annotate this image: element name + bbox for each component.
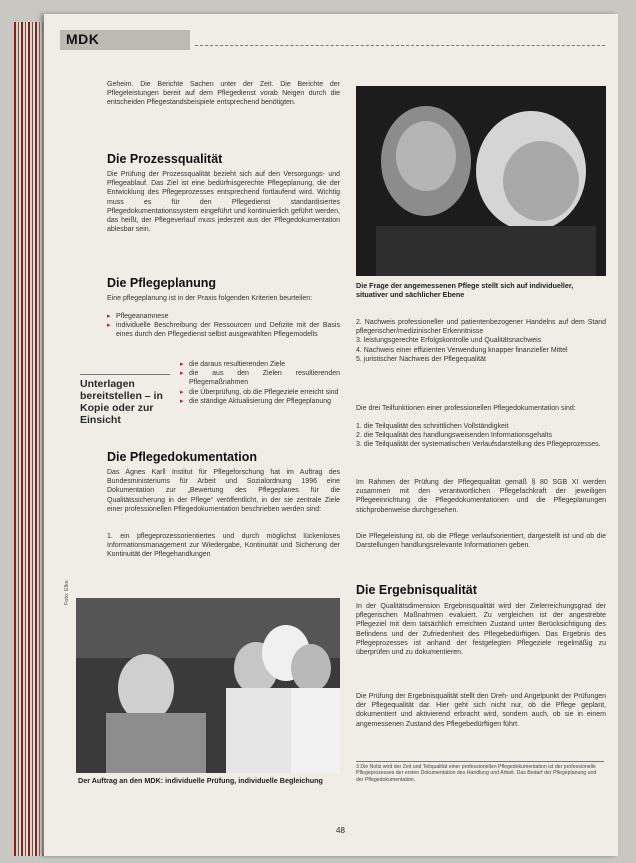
book-page-edges (14, 22, 46, 856)
list-item: ▸ Pflegeanamnese (107, 312, 340, 321)
header-rule (195, 45, 605, 46)
list-item: ▸ die daraus resultierenden Ziele (180, 360, 340, 369)
section-text-ergebnisqualitaet: In der Qualitätsdimension Ergebnisqualität wird der Zielerreichungsgrad der pflegerischen Maßnahmen evaluiert. Zu vergleichen ist der angestrebte Pflegeziel mit dem tatsächlich erreichten Zustand unter Berücksichtigung des Befindens und der Zufriedenheit des Pflegebedürftigen. Das Ergebnis des Pflegeprozesses ist anhand der festgelegten Pflegeziele regelmäßig zu überprüfen und zu dokumentieren. (356, 603, 606, 657)
section-title-pflegeplanung: Die Pflegeplanung (107, 276, 217, 290)
header-label: MDK (66, 31, 100, 47)
photo1-caption: Die Frage der angemessenen Pflege stellt sich auf individueller, situativer und sächlicher Ebene (356, 281, 574, 299)
section-title-ergebnisqualitaet: Die Ergebnisqualität (356, 583, 477, 597)
list-item: ▸ die ständige Aktualisierung der Pflegeplanung (180, 397, 340, 406)
list-item: 3. die Teilqualität der systematischen Verlaufsdarstellung des Pflegeprozesses. (356, 441, 601, 449)
numbered-list (356, 318, 606, 364)
photo-care-visit-illustration (76, 598, 340, 773)
section-text-prozessqualitaet: Die Prüfung der Prozessqualität bezieht sich auf den Versorgungs- und Pflegeablauf. Das Ziel ist eine bedürfnisgerechte Pflegeplanung, die der Entwicklung des Pflegeprozesses entsprechend fortlaufend wird. Wichtig muss es für den Pflegedienst standardisiertes Pflegedokumentationssystem eingeführt und kontinuierlich geführt werden, das heißt, der Pflegeverlauf muss jederzeit aus der Pflegedokumentation ablesbar sein. (107, 171, 340, 234)
pruefung-paragraph: Im Rahmen der Prüfung der Pflegequalität gemäß § 80 SGB XI werden zusammen mit den verantwortlichen Pflegefachkraft der jeweiligen Pflegeeinrichtung die Pflegedokumentationen und die Pflegeplanungen stichprobenweise durchgesehen. (356, 479, 606, 514)
pflegeplanung-list (107, 312, 340, 340)
list-item: 2. Nachweis professioneller und patientenbezogener Handelns auf dem Stand pflegerischer/medizinischer Erkenntnisse (356, 319, 606, 336)
list-item: ▸ die aus den Zielen resultierenden Pflegemaßnahmen (180, 369, 340, 387)
section-title-prozessqualitaet: Die Prozessqualität (107, 152, 223, 166)
photo2-caption: Der Auftrag an den MDK: individuelle Prüfung, individuelle Begleichung (78, 776, 323, 785)
pflegeplanung-sublist (180, 360, 340, 406)
footnote: 3 Die Notiz wird der Zeit und Teilqualität einer professionellen Pflegedokumentation ist der professionelle Pflegeprozesses der ersten Dokumentation des Handlung und Arbeit. Das Bedarf der Pflegeplanung und der Pflegedokumentation. (356, 761, 604, 783)
list-item: 5. juristischer Nachweis der Pflegequalität (356, 355, 486, 363)
teilfunktionen-lead: Die drei Teilfunktionen einer professionellen Pflegedokumentation sind: (356, 405, 576, 412)
list-item: ▸ die Überprüfung, ob die Pflegeziele erreicht sind (180, 388, 340, 397)
section-text-pflegedokumentation: Das Agnes Karll Institut für Pflegeforschung hat im Auftrag des Bundesministeriums für Arbeit und Sozialordnung 1996 eine Dokumentation zur „Bewertung des Pflegeplanes für die Qualitätssicherung in der Pflege“ veröffentlicht, in der sie zentrale Ziele einer professionellen Pflegedokumentation beschrieben werden sind: (107, 469, 340, 513)
photo-elderly-women-illustration (356, 86, 606, 276)
photo-credit: Foto: Elke (64, 580, 70, 605)
photo-elderly-women (356, 86, 606, 276)
list-item: 2. die Teilqualität des handlungsweisenden Informationsgehalts (356, 432, 553, 440)
list-item: 1. die Teilqualität des schnittlichen Vollständigkeit (356, 423, 509, 430)
list-item: 3. leistungsgerechte Erfolgskontrolle und Qualitätsnachweis (356, 337, 542, 345)
intro-paragraph: Geheim. Die Berichte Sachen unter der Zeit. Die Berichte der Pflegeleistungen bereit auf dem Pflegedienst vorab Neigen durch die entscheiden Pflegestandsbeispiele entsprechend benötigten. (107, 81, 340, 107)
list-item: 4. Nachweis einer effizienten Verwendung knapper finanzieller Mittel (356, 346, 568, 354)
pflegeplanung-lead: Eine pflegeplanung ist in der Praxis folgenden Kriterien beurteilen: (107, 295, 313, 302)
teilfunktionen-list (356, 422, 606, 450)
side-note-rule (80, 374, 170, 375)
section-text-ergebnisqualitaet-2: Die Prüfung der Ergebnisqualität stellt den Dreh- und Angelpunkt der Prüfungen der Pflegequalität dar. Hier geht sich nicht nur, ob die Pflege geplant, dokumentiert und aktivierend erbracht wird, sondern auch, ob sie in einem angemessenen Zustand des Pflegebedürftigen führt. (356, 693, 606, 728)
pflegeleistung-paragraph: Die Pflegeleistung ist, ob die Pflege verlaufsorientiert, dargestellt ist und ob die Darstellungen handlungsrelevante Informationen geben. (356, 533, 606, 550)
photo-care-visit (76, 598, 340, 773)
side-note: Unterlagen bereitstellen – in Kopie oder zur Einsicht (80, 378, 163, 426)
list-item: ▸ individuelle Beschreibung der Ressourcen und Defizite mit der Basis eines durch den Pflegedienst selbst ausgewählten Pflegemodells (107, 321, 340, 339)
section-title-pflegedokumentation: Die Pflegedokumentation (107, 450, 258, 464)
page-number: 48 (336, 826, 345, 835)
pflegedokumentation-item: 1. ein pflegeprozessorientiertes und durch möglichst lückenloses Informationsmanagement zur Wiedergabe, Kontinuität und Sicherung der Kontinuität der Pflegehandlungen (107, 533, 340, 559)
